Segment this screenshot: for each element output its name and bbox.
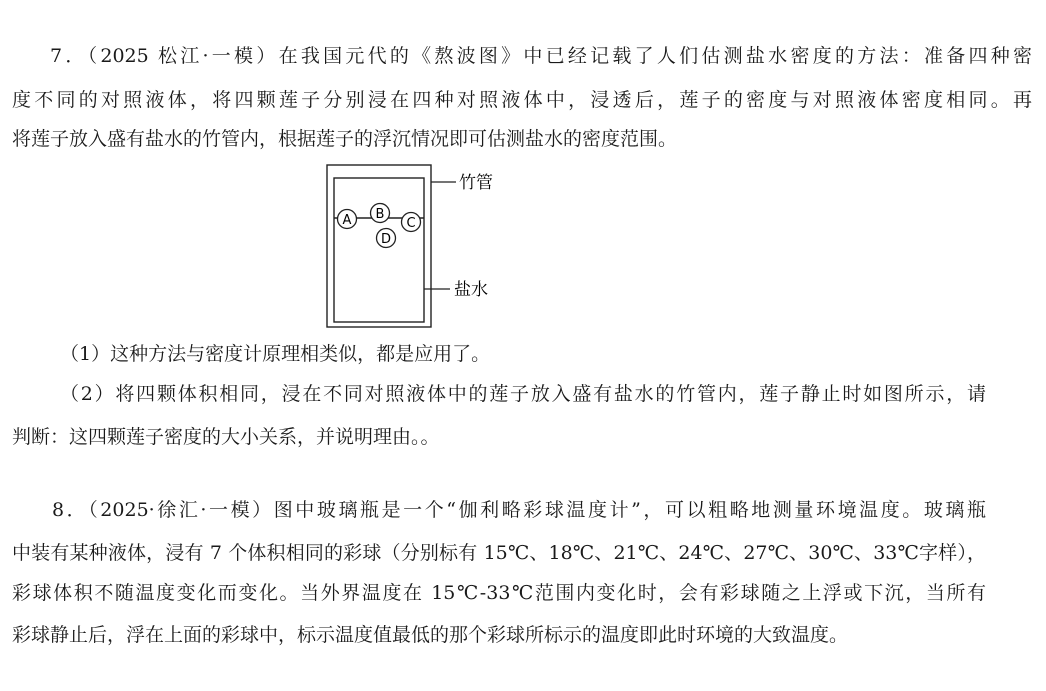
svg-text:C: C (406, 216, 416, 231)
svg-text:B: B (375, 207, 385, 222)
q8-stem-line-4: 彩球静止后，浮在上面的彩球中，标示温度值最低的那个彩球所标示的温度即此时环境的大致温度。 (12, 624, 849, 646)
lotus-seed-b (371, 204, 390, 223)
q8-stem-line-2: 中装有某种液体，浸有 7 个体积相同的彩球（分别标有 15℃、18℃、21℃、24℃、27℃、30℃、33℃字样）， (12, 542, 986, 564)
q7-sub-question-2-line-1: （2）将四颗体积相同，浸在不同对照液体中的莲子放入盛有盐水的竹管内，莲子静止时如图所示，请 (60, 383, 986, 405)
bamboo-tube-diagram (318, 158, 518, 330)
label-tube: 竹管 (459, 173, 493, 193)
q7-sub-question-1: （1）这种方法与密度计原理相类似，都是应用了。 (60, 343, 491, 365)
label-brine: 盐水 (454, 280, 488, 300)
q8-stem-line-3: 彩球体积不随温度变化而变化。当外界温度在 15℃-33℃范围内变化时，会有彩球随之上浮或下沉，当所有 (12, 582, 986, 604)
q7-stem-line-1: 7．（2025 松江·一模）在我国元代的《熬波图》中已经记载了人们估测盐水密度的方法：准备四种密 (50, 45, 1032, 67)
tube-outer-wall (327, 165, 431, 327)
q7-stem-line-2: 度不同的对照液体，将四颗莲子分别浸在四种对照液体中，浸透后，莲子的密度与对照液体密度相同。再 (12, 89, 1032, 111)
lotus-seed-c (402, 213, 421, 232)
lotus-seed-d (377, 229, 396, 248)
q8-stem-line-1: 8．（2025·徐汇·一模）图中玻璃瓶是一个“伽利略彩球温度计”，可以粗略地测量环境温度。玻璃瓶 (52, 499, 986, 521)
tube-inner-wall (334, 178, 424, 322)
svg-text:D: D (380, 232, 392, 247)
bamboo-tube-figure (318, 158, 518, 330)
q7-sub-question-2-line-2: 判断：这四颗莲子密度的大小关系，并说明理由。。 (12, 426, 440, 448)
svg-text:A: A (342, 213, 352, 228)
lotus-seed-a (338, 210, 357, 229)
q7-stem-line-3: 将莲子放入盛有盐水的竹管内，根据莲子的浮沉情况即可估测盐水的密度范围。 (12, 128, 678, 150)
